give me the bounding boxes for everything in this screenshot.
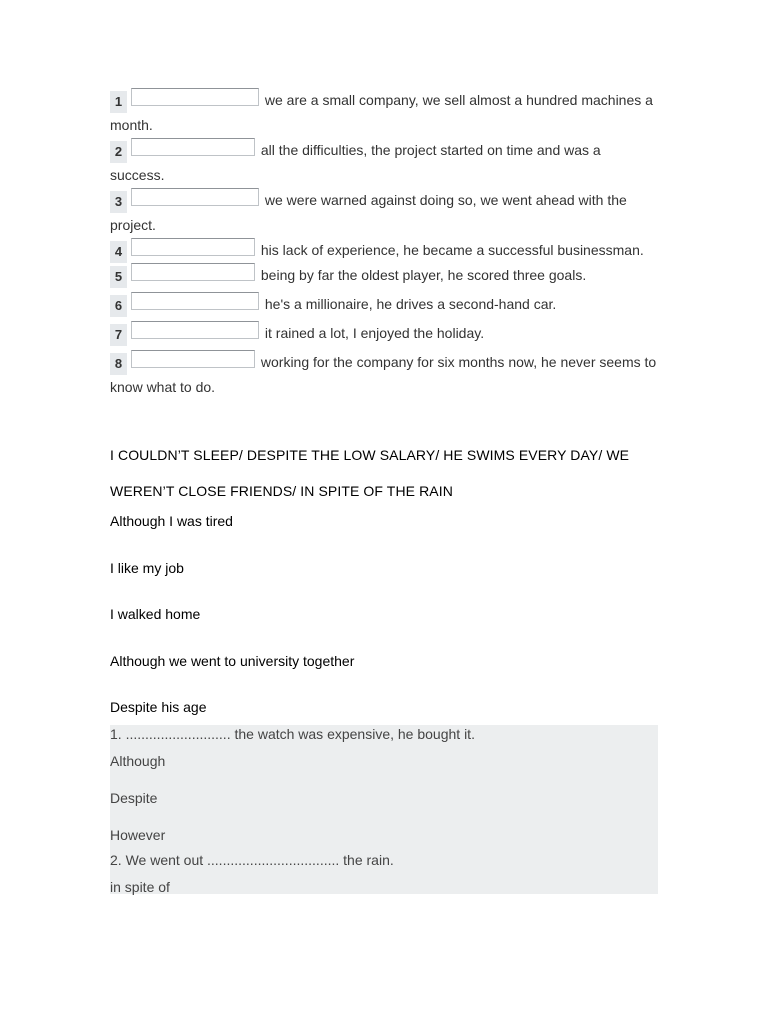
answer-input-5[interactable] <box>131 263 255 281</box>
item-text: we were warned against doing so, we went ahead with the project. <box>110 192 627 233</box>
answer-input-6[interactable] <box>131 292 259 310</box>
item-text: working for the company for six months now, he never seems to know what to do. <box>110 354 657 395</box>
exercise-item-1 <box>110 88 658 138</box>
answer-input-8[interactable] <box>131 350 255 368</box>
question-1: 1. ........................... the watch was expensive, he bought it. <box>110 725 475 742</box>
item-number: 4 <box>110 241 127 263</box>
option-despite[interactable]: Despite <box>110 789 158 806</box>
item-text: being by far the oldest player, he scored three goals. <box>260 267 587 283</box>
prompt-item: Despite his age <box>110 699 207 715</box>
item-text: he's a millionaire, he drives a second-hand car. <box>264 296 557 312</box>
item-text: his lack of experience, he became a successful businessman. <box>260 242 644 258</box>
item-number: 7 <box>110 324 127 346</box>
exercise-item-2 <box>110 138 658 188</box>
sentence-prompts <box>110 511 658 744</box>
item-number: 6 <box>110 295 127 317</box>
answer-input-3[interactable] <box>131 188 259 206</box>
answer-input-4[interactable] <box>131 238 255 256</box>
word-box <box>110 437 658 509</box>
prompt-item: Although we went to university together <box>110 652 355 669</box>
item-number: 5 <box>110 266 127 288</box>
item-number: 3 <box>110 191 127 213</box>
item-number: 2 <box>110 141 127 163</box>
word-box-line: I COULDN’T SLEEP/ DESPITE THE LOW SALARY/ HE SWIMS EVERY DAY/ WE <box>110 447 630 463</box>
question-2: 2. We went out .................................. the rain. <box>110 851 394 868</box>
option-in-spite-of[interactable]: in spite of <box>110 878 170 895</box>
item-text: it rained a lot, I enjoyed the holiday. <box>264 325 485 341</box>
prompt-item: I walked home <box>110 606 201 622</box>
answer-input-2[interactable] <box>131 138 255 156</box>
exercise-item-8 <box>110 350 658 399</box>
multiple-choice-quiz <box>110 725 658 894</box>
exercise-item-6 <box>110 292 658 317</box>
answer-input-1[interactable] <box>131 88 259 106</box>
option-although[interactable]: Although <box>110 752 166 769</box>
item-text: all the difficulties, the project started on time and was a success. <box>110 142 601 183</box>
gap-fill-exercise <box>110 88 658 399</box>
option-however[interactable]: However <box>110 826 166 843</box>
exercise-item-4 <box>110 238 658 263</box>
item-number: 1 <box>110 91 127 113</box>
exercise-item-3 <box>110 188 658 238</box>
item-number: 8 <box>110 353 127 375</box>
exercise-item-7 <box>110 321 658 346</box>
item-text: we are a small company, we sell almost a hundred machines a month. <box>110 92 653 133</box>
answer-input-7[interactable] <box>131 321 259 339</box>
prompt-item: I like my job <box>110 559 184 576</box>
prompt-item: Although I was tired <box>110 513 233 529</box>
worksheet <box>110 88 658 894</box>
word-box-line: WEREN’T CLOSE FRIENDS/ IN SPITE OF THE RAIN <box>110 483 453 499</box>
exercise-item-5 <box>110 263 658 288</box>
